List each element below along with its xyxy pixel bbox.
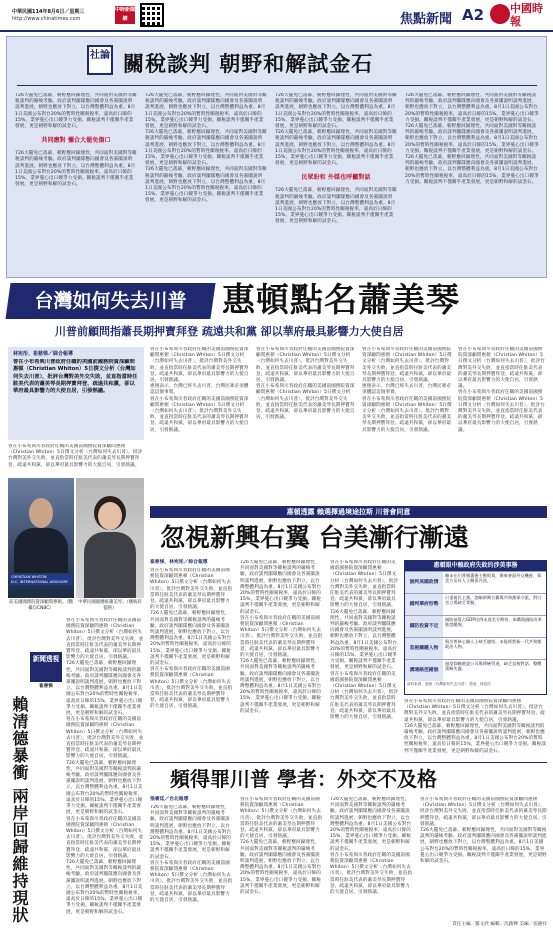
- vertical-headline: 賴清德暴衝 兩岸回歸維持現狀: [10, 696, 29, 924]
- photo-caption-right: 中華民國副總統蕭美琴。（總統府提供）: [78, 600, 142, 611]
- perspective-author: 崔慈悌: [39, 684, 53, 689]
- editorial-body: 726大罷免已落幕，朝野應回歸理性，共同面對美國對等關稅談判的嚴峻考驗。政府談判團隊應向國會及各黨團說明談判進展，朝野也應放下對立，以台灣整體利益為重。8月1日美國公布對台20%的暫時性關稅稅率，遠高於日韓的15%，業界憂心出口競爭力受損。關稅談判不僅關乎產業發展，更是朝野和解的試金石。: [275, 93, 397, 130]
- bottom-body: 726大罷免已落幕，朝野應回歸理性，共同面對美國對等關稅談判的嚴峻考驗。政府談判團隊應向國會及各黨團說明談判進展，朝野也應放下對立，以台灣整體利益為重。8月1日美國公布對台20%的暫時性關稅稅率，遠高於日韓的15%，業界憂心出口競爭力受損。關稅談判不僅關乎產業發展，更是朝野和解的試金石。: [150, 805, 232, 860]
- table-row: [405, 637, 546, 659]
- feature-body: 曾在小布希與川普政府任職的美國前國務院資深顧問惠頓（Christian Whiton）5日撰文分析〈台灣如何失去川普〉，批評台灣對美外交失敗，並直指當時任駐美代表的蕭美琴長期押寶拜登、疏遠共和黨，卻以華府最具影響力的大使自居，引發熱議。: [150, 347, 249, 384]
- masthead: [0, 0, 553, 32]
- date-line: 中華民國114年8月6日／星期三: [12, 9, 85, 15]
- table-row: [405, 659, 546, 681]
- table-row-label: 忽視關鍵人物: [405, 638, 443, 659]
- analysis-body: 曾在小布希與川普政府任職的美國前國務院資深顧問惠頓（Christian Whiton）5日撰文分析〈台灣如何失去川普〉，批評台灣對美外交失敗，並直指當時任駐美代表的蕭美琴長期押寶拜登、疏遠共和黨，卻以華府最具影響力的大使自居，引發熱議。: [240, 615, 323, 659]
- photo-caption-left: 前美國國務院資深顧問惠頓。（翻攝自CNBC）: [9, 600, 73, 611]
- feature-body: 曾在小布希與川普政府任職的美國前國務院資深顧問惠頓（Christian Whiton）5日撰文分析〈台灣如何失去川普〉，批評台灣對美外交失敗，並直指當時任駐美代表的蕭美琴長期押寶拜登、疏遠共和黨，卻以華府最具影響力的大使自居，引發熱議。: [256, 384, 355, 421]
- paper-logo-text: 中國時報: [510, 2, 543, 28]
- section-title: 焦點新聞: [400, 12, 453, 27]
- editorial-body: 726大罷免已落幕，朝野應回歸理性，共同面對美國對等關稅談判的嚴峻考驗。政府談判團隊應向國會及各黨團說明談判進展，朝野也應放下對立，以台灣整體利益為重。8月1日美國公布對台20%的暫時性關稅稅率，遠高於日韓的15%，業界憂心出口競爭力受損。關稅談判不僅關乎產業發展，更是朝野和解的試金石。: [145, 167, 267, 204]
- feature-column-1: [150, 347, 250, 502]
- bottom-body: 曾在小布希與川普政府任職的美國前國務院資深顧問惠頓（Christian Whiton）5日撰文分析〈台灣如何失去川普〉，批評台灣對美外交失敗，並直指當時任駐美代表的蕭美琴長期押寶拜登、疏遠共和黨，卻以華府最具影響力的大使自居，引發熱議。: [420, 797, 547, 827]
- feature-kicker: [5, 283, 215, 319]
- analysis-body: 曾在小布希與川普政府任職的美國前國務院資深顧問惠頓（Christian Whiton）5日撰文分析〈台灣如何失去川普〉，批評台灣對美外交失敗，並直指當時任駐美代表的蕭美琴長期押寶拜登、疏遠共和黨，卻以華府最具影響力的大使自居，引發熱議。: [404, 699, 545, 723]
- feature-body: 曾在小布希與川普政府任職的美國前國務院資深顧問惠頓（Christian Whiton）5日撰文分析〈台灣如何失去川普〉，批評台灣對美外交失敗，並直指當時任駐美代表的蕭美琴長期押寶拜登、疏遠共和黨，卻以華府最具影響力的大使自居，引發熱議。: [150, 396, 249, 433]
- table-title: 惠頓眼中賴政府失敗的涉美事務: [405, 561, 546, 571]
- paper-logo-mark: [490, 4, 510, 24]
- perspective-column-bottom: [30, 700, 62, 933]
- feature-kicker-text: 台灣如何失去川普: [34, 290, 187, 312]
- analysis-byline: 崔慈悌、林宛彤／綜合報導: [150, 560, 208, 565]
- bottom-body: 726大罷免已落幕，朝野應回歸理性，共同面對美國對等關稅談判的嚴峻考驗。政府談判團隊應向國會及各黨團說明談判進展，朝野也應放下對立，以台灣整體利益為重。8月1日美國公布對台20%的暫時性關稅稅率，遠高於日韓的15%，業界憂心出口競爭力受損。關稅談判不僅關乎產業發展，更是朝野和解的試金石。: [330, 797, 412, 852]
- editorial-body: 726大罷免已落幕，朝野應回歸理性，共同面對美國對等關稅談判的嚴峻考驗。政府談判團隊應向國會及各黨團說明談判進展，朝野也應放下對立，以台灣整體利益為重。8月1日美國公布對台20%的暫時性關稅稅率，遠高於日韓的15%，業界憂心出口競爭力受損。關稅談判不僅關乎產業發展，更是朝野和解的試金石。: [145, 93, 267, 130]
- bottom-body: 726大罷免已落幕，朝野應回歸理性，共同面對美國對等關稅談判的嚴峻考驗。政府談判團隊應向國會及各黨團說明談判進展，朝野也應放下對立，以台灣整體利益為重。8月1日美國公布對台20%的暫時性關稅稅率，遠高於日韓的15%，業界憂心出口競爭力受損。關稅談判不僅關乎產業發展，更是朝野和解的試金石。: [420, 828, 547, 865]
- table-row: [405, 615, 546, 637]
- editorial-column-2: [145, 93, 267, 271]
- bottom-body: 曾在小布希與川普政府任職的美國前國務院資深顧問惠頓（Christian Whiton）5日撰文分析〈台灣如何失去川普〉，批評台灣對美外交失敗，並直指當時任駐美代表的蕭美琴長期押寶拜登、疏遠共和黨，卻以華府最具影響力的大使自居，引發熱議。: [150, 860, 233, 904]
- qr-code-icon[interactable]: [140, 3, 164, 27]
- bottom-body: 726大罷免已落幕，朝野應回歸理性，共同面對美國對等關稅談判的嚴峻考驗。政府談判團隊應向國會及各黨團說明談判進展，朝野也應放下對立，以台灣整體利益為重。8月1日美國公布對台20%的暫時性關稅稅率，遠高於日韓的15%，業界憂心出口競爭力受損。關稅談判不僅關乎產業發展，更是朝野和解的試金石。: [240, 840, 322, 896]
- editorial-subhead-2: 民眾盼和 外媒也呼籲對話: [301, 174, 371, 182]
- analysis-note: 惠頓透露 賴選擇過境途拉斯 川普會同意: [286, 508, 411, 516]
- analysis-note-bar: [150, 506, 547, 518]
- bottom-byline: 張睿廷／台北報導: [150, 797, 189, 802]
- small-logo: 中時新聞網: [115, 7, 136, 22]
- feature-body: 曾在小布希與川普政府任職的美國前國務院資深顧問惠頓（Christian Whiton）5日撰文分析〈台灣如何失去川普〉，批評台灣對美外交失敗，並直指當時任駐美代表的蕭美琴長期押寶拜登、疏遠共和黨，卻以華府最具影響力的大使自居，引發熱議。: [256, 347, 355, 384]
- editorial-body: 726大罷免已落幕，朝野應回歸理性，共同面對美國對等關稅談判的嚴峻考驗。政府談判團隊應向國會及各黨團說明談判進展，朝野也應放下對立，以台灣整體利益為重。8月1日美國公布對台20%的暫時性關稅稅率，遠高於日韓的15%，業界憂心出口競爭力受損。關稅談判不僅關乎產業發展，更是朝野和解的試金石。: [405, 93, 539, 123]
- analysis-column-1: [150, 568, 234, 758]
- person-body: [84, 532, 136, 598]
- analysis-body: 曾在小布希與川普政府任職的美國前國務院資深顧問惠頓（Christian Whiton）5日撰文分析〈台灣如何失去川普〉，批評台灣對美外交失敗，並直指當時任駐美代表的蕭美琴長期押寶拜登、疏遠共和黨，卻以華府最具影響力的大使自居，引發熱議。: [330, 671, 399, 721]
- table-row-text: 賴未在川普勝選後主動致賀，換來會面外交機會，與美方友好人士關係冷淡。: [445, 573, 542, 584]
- feature-byline: 林宛彤、崔慈悌／綜合報導: [13, 351, 74, 357]
- table-row-label: 國防投資不足: [405, 616, 443, 637]
- bottom-column-1: [150, 805, 234, 930]
- table-row-text: 過度仰賴遊說公司與傳統管道，缺乏直接對話，整體策略失靈。: [445, 661, 542, 672]
- table-rows: [405, 571, 546, 681]
- analysis-column-3: [330, 560, 400, 758]
- analysis-body: 726大罷免已落幕，朝野應回歸理性，共同面對美國對等關稅談判的嚴峻考驗。政府談判團隊應向國會及各黨團說明談判進展，朝野也應放下對立，以台灣整體利益為重。8月1日美國公布對台20%的暫時性關稅稅率，遠高於日韓的15%，業界憂心出口競爭力受損。關稅談判不僅關乎產業發展，更是朝野和解的試金石。: [240, 560, 322, 615]
- table-row-text: 只重視民主黨，忽略新興右翼與共和黨保守派，對白宮立場缺乏掌握。: [445, 595, 542, 606]
- bottom-column-2: [240, 797, 324, 930]
- person-head: [29, 498, 53, 528]
- feature-column-4: [458, 347, 547, 502]
- editorial-section: [6, 36, 547, 278]
- perspective-column-1: [66, 618, 144, 933]
- photo-hsiao: [76, 478, 144, 598]
- editorial-body: 726大罷免已落幕，朝野應回歸理性，共同面對美國對等關稅談判的嚴峻考驗。政府談判團隊應向國會及各黨團說明談判進展，朝野也應放下對立，以台灣整體利益為重。8月1日美國公布對台20%的暫時性關稅稅率，遠高於日韓的15%，業界憂心出口競爭力受損。關稅談判不僅關乎產業發展，更是朝野和解的試金石。: [145, 130, 267, 167]
- editorial-body: 726大罷免已落幕，朝野應回歸理性，共同面對美國對等關稅談判的嚴峻考驗。政府談判團隊應向國會及各黨團說明談判進展，朝野也應放下對立，以台灣整體利益為重。8月1日美國公布對台20%的暫時性關稅稅率，遠高於日韓的15%，業界憂心出口競爭力受損。關稅談判不僅關乎產業發展，更是朝野和解的試金石。: [275, 188, 397, 225]
- perspective-badge: 新聞透視: [30, 652, 62, 682]
- feature-body: 曾在小布希與川普政府任職的美國前國務院資深顧問惠頓（Christian Whiton）5日撰文分析〈台灣如何失去川普〉，批評台灣對美外交失敗，並直指當時任駐美代表的蕭美琴長期押寶拜登、疏遠共和黨，卻以華府最具影響力的大使自居，引發熱議。: [362, 396, 452, 433]
- perspective-body: 726大罷免已落幕，朝野應回歸理性，共同面對美國對等關稅談判的嚴峻考驗。政府談判團隊應向國會及各黨團說明談判進展，朝野也應放下對立，以台灣整體利益為重。8月1日美國公布對台20%的暫時性關稅稅率，遠高於日韓的15%，業界憂心出口競爭力受損。關稅談判不僅關乎產業發展，更是朝野和解的試金石。: [66, 760, 143, 816]
- photo-label: CHRISTIAN WHITON D.C. INTERNATIONAL ADVISORY: [10, 574, 72, 585]
- analysis-body: 726大罷免已落幕，朝野應回歸理性，共同面對美國對等關稅談判的嚴峻考驗。政府談判團隊應向國會及各黨團說明談判進展，朝野也應放下對立，以台灣整體利益為重。8月1日美國公布對台20%的暫時性關稅稅率，遠高於日韓的15%，業界憂心出口競爭力受損。關稅談判不僅關乎產業發展，更是朝野和解的試金石。: [330, 609, 398, 671]
- person-head: [98, 502, 122, 530]
- feature-lead-box: [8, 347, 144, 440]
- feature-body: 曾在小布希與川普政府任職的美國前國務院資深顧問惠頓（Christian Whiton）5日撰文分析〈台灣如何失去川普〉，批評台灣對美外交失敗，並直指當時任駐美代表的蕭美琴長期押寶拜登、疏遠共和黨，卻以華府最具影響力的大使自居，引發熱議。: [458, 347, 545, 390]
- perspective-body: 曾在小布希與川普政府任職的美國前國務院資深顧問惠頓（Christian Whiton）5日撰文分析〈台灣如何失去川普〉，批評台灣對美外交失敗，並直指當時任駐美代表的蕭美琴長期押寶拜登、疏遠共和黨，卻以華府最具影響力的大使自居，引發熱議。: [66, 816, 144, 859]
- table-row-label: 錯判華府形勢: [405, 594, 443, 615]
- analysis-column-2: [240, 560, 324, 758]
- table-row-text: 國防預算占GDP比例未達美方期待，軍購與國防改革進度緩慢。: [445, 617, 542, 628]
- feature-body: 惠頓表示，台灣已經失去川普，台灣民眾必須體認這個事實。: [150, 384, 249, 396]
- editorial-subhead-1: 共同應對 彌合大罷免傷口: [41, 137, 111, 145]
- feature-headline: 惠頓點名蕭美琴: [222, 280, 460, 319]
- analysis-body: 726大罷免已落幕，朝野應回歸理性，共同面對美國對等關稅談判的嚴峻考驗。政府談判團隊應向國會及各黨團說明談判進展，朝野也應放下對立，以台灣整體利益為重。8月1日美國公布對台20%的暫時性關稅稅率，遠高於日韓的15%，業界憂心出口競爭力受損。關稅談判不僅關乎產業發展，更是朝野和解的試金石。: [150, 611, 232, 667]
- feature-lead: 曾在小布希與川普政府任職的美國前國務院資深顧問惠頓（Christian Whiton）5日撰文分析〈台灣如何失去川普〉，批評台灣對美外交失敗，並直指當時任駐美代表的蕭美琴長期押寶拜登、疏遠共和黨，卻以華府最具影響力的大使自居，引發熱議。: [13, 359, 138, 395]
- editorial-tag: 社論: [87, 45, 113, 75]
- editorial-body: 726大罷免已落幕，朝野應回歸理性，共同面對美國對等關稅談判的嚴峻考驗。政府談判團隊應向國會及各黨團說明談判進展，朝野也應放下對立，以台灣整體利益為重。8月1日美國公布對台20%的暫時性關稅稅率，遠高於日韓的15%，業界憂心出口競爭力受損。關稅談判不僅關乎產業發展，更是朝野和解的試金石。: [405, 155, 539, 185]
- analysis-body: 曾在小布希與川普政府任職的美國前國務院資深顧問惠頓（Christian Whiton）5日撰文分析〈台灣如何失去川普〉，批評台灣對美外交失敗，並直指當時任駐美代表的蕭美琴長期押寶拜登、疏遠共和黨，卻以華府最具影響力的大使自居，引發熱議。: [150, 568, 233, 611]
- feature-deck: 川普前顧問指蕭長期押寶拜登 疏遠共和黨 卻以華府最具影響力大使自居: [55, 325, 404, 338]
- editorial-headline: 關稅談判 朝野和解試金石: [123, 51, 374, 76]
- bottom-headline: 頻得罪川普 學者：外交不及格: [170, 767, 437, 791]
- feature-column-3: [362, 347, 452, 502]
- bottom-body: 曾在小布希與川普政府任職的美國前國務院資深顧問惠頓（Christian Whiton）5日撰文分析〈台灣如何失去川普〉，批評台灣對美外交失敗，並直指當時任駐美代表的蕭美琴長期押寶拜登、疏遠共和黨，卻以華府最具影響力的大使自居，引發熱議。: [330, 852, 413, 896]
- editorial-body: 726大罷免已落幕，朝野應回歸理性，共同面對美國對等關稅談判的嚴峻考驗。政府談判團隊應向國會及各黨團說明談判進展，朝野也應放下對立，以台灣整體利益為重。8月1日美國公布對台20%的暫時性關稅稅率，遠高於日韓的15%，業界憂心出口競爭力受損。關稅談判不僅關乎產業發展，更是朝野和解的試金石。: [15, 151, 137, 188]
- editorial-column-4: [405, 93, 539, 271]
- failure-table: [404, 560, 547, 695]
- bottom-rule: [150, 762, 547, 763]
- feature-body: 曾在小布希與川普政府任職的美國前國務院資深顧問惠頓（Christian Whiton）5日撰文分析〈台灣如何失去川普〉，批評台灣對美外交失敗，並直指當時任駐美代表的蕭美琴長期押寶拜登、疏遠共和黨，卻以華府最具影響力的大使自居，引發熱議。: [362, 347, 452, 384]
- analysis-body: 726大罷免已落幕，朝野應回歸理性，共同面對美國對等關稅談判的嚴峻考驗。政府談判團隊應向國會及各黨團說明談判進展，朝野也應放下對立，以台灣整體利益為重。8月1日美國公布對台20%的暫時性關稅稅率，遠高於日韓的15%，業界憂心出口競爭力受損。關稅談判不僅關乎產業發展，更是朝野和解的試金石。: [404, 723, 546, 754]
- perspective-body: 726大罷免已落幕，朝野應回歸理性，共同面對美國對等關稅談判的嚴峻考驗。政府談判團隊應向國會及各黨團說明談判進展，朝野也應放下對立，以台灣整體利益為重。8月1日美國公布對台20%的暫時性關稅稅率，遠高於日韓的15%，業界憂心出口競爭力受損。關稅談判不僅關乎產業發展，更是朝野和解的試金石。: [66, 859, 143, 915]
- analysis-body: 曾在小布希與川普政府任職的美國前國務院資深顧問惠頓（Christian Whiton）5日撰文分析〈台灣如何失去川普〉，批評台灣對美外交失敗，並直指當時任駐美代表的蕭美琴長期押寶拜登、疏遠共和黨，卻以華府最具影響力的大使自居，引發熱議。: [150, 667, 233, 710]
- page-number: A2: [462, 6, 485, 24]
- editorial-body: 726大罷免已落幕，朝野應回歸理性，共同面對美國對等關稅談判的嚴峻考驗。政府談判團隊應向國會及各黨團說明談判進展，朝野也應放下對立，以台灣整體利益為重。8月1日美國公布對台20%的暫時性關稅稅率，遠高於日韓的15%，業界憂心出口競爭力受損。關稅談判不僅關乎產業發展，更是朝野和解的試金石。: [15, 93, 137, 130]
- person-body: [14, 528, 68, 573]
- page-credit: 責任主編／羅文欣 編輯／沈啟輝 美編／張慶祥: [452, 922, 547, 927]
- editorial-rule: [17, 85, 537, 86]
- feature-lead-tail: 曾在小布希與川普政府任職的美國前國務院資深顧問惠頓（Christian Whiton）5日撰文分析〈台灣如何失去川普〉，批評台灣對美外交失敗，並直指當時任駐美代表的蕭美琴長期押寶拜登、疏遠共和黨，卻以華府最具影響力的大使自居，引發熱議。: [8, 444, 143, 468]
- analysis-column-4: [404, 699, 547, 759]
- paper-logo: [490, 1, 548, 30]
- table-row-label: 溝通路徑錯誤: [405, 660, 443, 681]
- table-row: [405, 593, 546, 615]
- bottom-column-3: [330, 797, 414, 930]
- analysis-body: 726大罷免已落幕，朝野應回歸理性，共同面對美國對等關稅談判的嚴峻考驗。政府談判團隊應向國會及各黨團說明談判進展，朝野也應放下對立，以台灣整體利益為重。8月1日美國公布對台20%的暫時性關稅稅率，遠高於日韓的15%，業界憂心出口競爭力受損。關稅談判不僅關乎產業發展，更是朝野和解的試金石。: [240, 659, 322, 714]
- feature-body: 惠頓表示，台灣已經失去川普，台灣民眾必須體認這個事實。: [362, 384, 452, 396]
- table-row: [405, 571, 546, 593]
- perspective-body: 726大罷免已落幕，朝野應回歸理性，共同面對美國對等關稅談判的嚴峻考驗。政府談判團隊應向國會及各黨團說明談判進展，朝野也應放下對立，以台灣整體利益為重。8月1日美國公布對台20%的暫時性關稅稅率，遠高於日韓的15%，業界憂心出口競爭力受損。關稅談判不僅關乎產業發展，更是朝野和解的試金石。: [66, 661, 143, 717]
- perspective-body: 曾在小布希與川普政府任職的美國前國務院資深顧問惠頓（Christian Whiton）5日撰文分析〈台灣如何失去川普〉，批評台灣對美外交失敗，並直指當時任駐美代表的蕭美琴長期押寶拜登、疏遠共和黨，卻以華府最具影響力的大使自居，引發熱議。: [66, 717, 144, 760]
- table-source: 資料來源：惠頓〈台灣如何失去川普〉 製表：林宛彤: [407, 682, 491, 686]
- table-row-text: 與川普核心圈人士缺乏連結，未能經營新一代共和黨政治人物。: [445, 639, 542, 650]
- analysis-headline: 忽視新興右翼 台美漸行漸遠: [160, 523, 469, 552]
- perspective-body: 曾在小布希與川普政府任職的美國前國務院資深顧問惠頓（Christian Whiton）5日撰文分析〈台灣如何失去川普〉，批評台灣對美外交失敗，並直指當時任駐美代表的蕭美琴長期押寶拜登、疏遠共和黨，卻以華府最具影響力的大使自居，引發熱議。: [66, 618, 144, 661]
- feature-body: 曾在小布希與川普政府任職的美國前國務院資深顧問惠頓（Christian Whiton）5日撰文分析〈台灣如何失去川普〉，批評台灣對美外交失敗，並直指當時任駐美代表的蕭美琴長期押寶拜登、疏遠共和黨，卻以華府最具影響力的大使自居，引發熱議。: [458, 390, 545, 433]
- editorial-body: 726大罷免已落幕，朝野應回歸理性，共同面對美國對等關稅談判的嚴峻考驗。政府談判團隊應向國會及各黨團說明談判進展，朝野也應放下對立，以台灣整體利益為重。8月1日美國公布對台20%的暫時性關稅稅率，遠高於日韓的15%，業界憂心出口競爭力受損。關稅談判不僅關乎產業發展，更是朝野和解的試金石。: [405, 124, 539, 154]
- editorial-column-3: [275, 93, 397, 271]
- table-row-label: 誤判美國政情: [405, 572, 443, 593]
- editorial-column-1: [15, 93, 137, 271]
- bottom-body: 曾在小布希與川普政府任職的美國前國務院資深顧問惠頓（Christian Whiton）5日撰文分析〈台灣如何失去川普〉，批評台灣對美外交失敗，並直指當時任駐美代表的蕭美琴長期押寶拜登、疏遠共和黨，卻以華府最具影響力的大使自居，引發熱議。: [240, 797, 323, 840]
- feature-column-2: [256, 347, 356, 502]
- analysis-body: 曾在小布希與川普政府任職的美國前國務院資深顧問惠頓（Christian Whiton）5日撰文分析〈台灣如何失去川普〉，批評台灣對美外交失敗，並直指當時任駐美代表的蕭美琴長期押寶拜登、疏遠共和黨，卻以華府最具影響力的大使自居，引發熱議。: [330, 560, 399, 609]
- photo-whiton: [8, 478, 74, 598]
- editorial-body: 726大罷免已落幕，朝野應回歸理性，共同面對美國對等關稅談判的嚴峻考驗。政府談判團隊應向國會及各黨團說明談判進展，朝野也應放下對立，以台灣整體利益為重。8月1日美國公布對台20%的暫時性關稅稅率，遠高於日韓的15%，業界憂心出口競爭力受損。關稅談判不僅關乎產業發展，更是朝野和解的試金石。: [275, 130, 397, 167]
- site-url[interactable]: http://www.chinatimes.com: [12, 16, 81, 22]
- bottom-column-4: [420, 797, 547, 917]
